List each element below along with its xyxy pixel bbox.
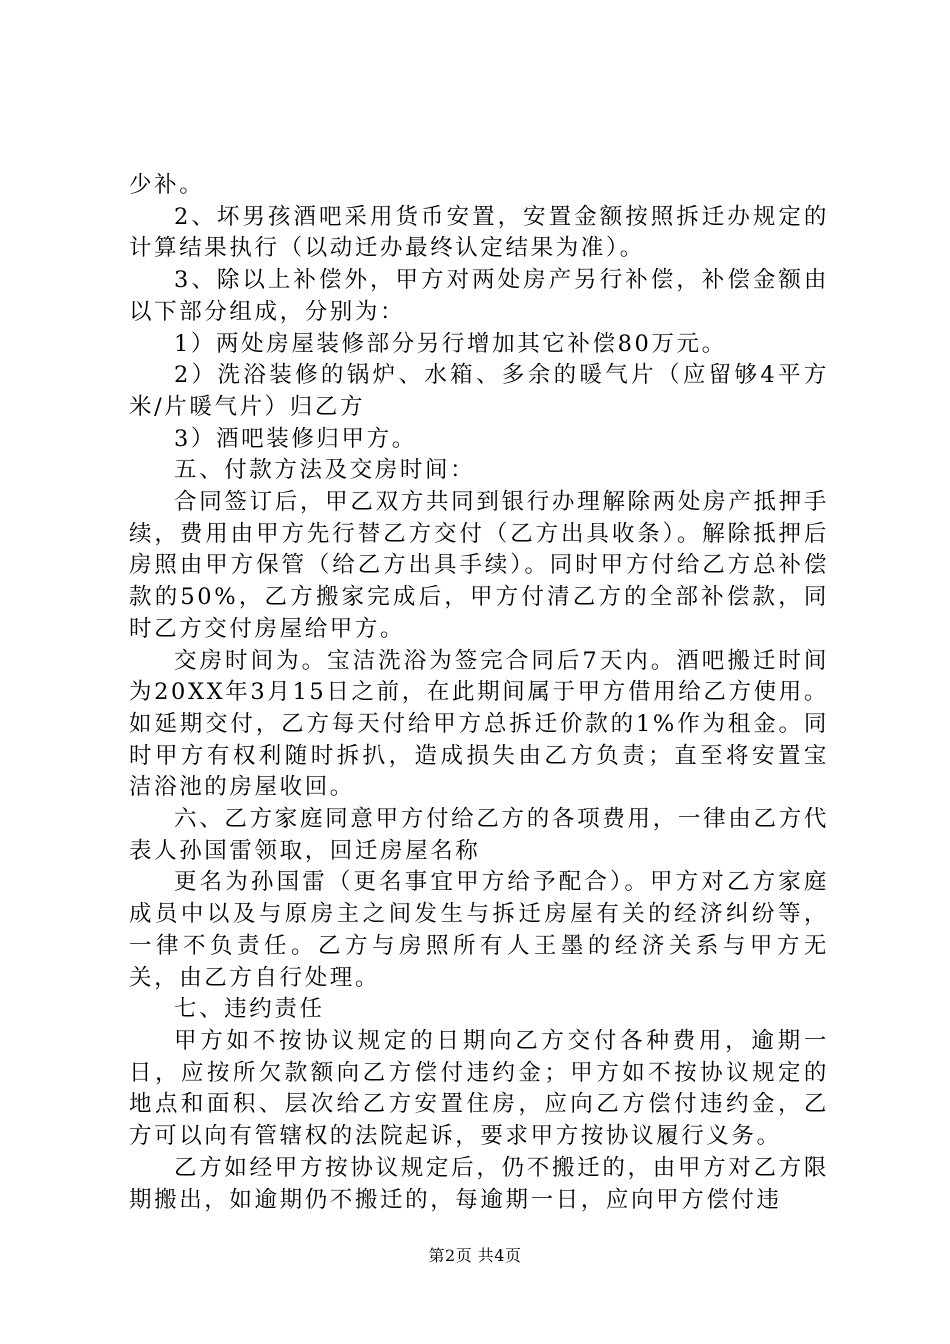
paragraph-13: 甲方如不按协议规定的日期向乙方交付各种费用，逾期一日，应按所欠款额向乙方偿付违约金；甲方如不按协议规定的地点和面积、层次给乙方安置住房，应向乙方偿付违约金，乙方可以向有管辖权的法院起诉，要求甲方按协议履行义务。 xyxy=(129,1027,829,1150)
paragraph-8: 合同签订后，甲乙双方共同到银行办理解除两处房产抵押手续，费用由甲方先行替乙方交付（乙方出具收条）。解除抵押后房照由甲方保管（给乙方出具手续）。同时甲方付给乙方总补偿款的50%，乙方搬家完成后，甲方付清乙方的全部补偿款，同时乙方交付房屋给甲方。 xyxy=(129,489,829,642)
paragraph-4: 1）两处房屋装修部分另行增加其它补偿80万元。 xyxy=(174,330,727,357)
page-number: 第2页 共4页 xyxy=(428,1246,522,1265)
paragraph-3: 3、除以上补偿外，甲方对两处房产另行补偿，补偿金额由以下部分组成，分别为： xyxy=(129,267,829,325)
paragraph-9: 交房时间为。宝洁洗浴为签完合同后7天内。酒吧搬迁时间为20XX年3月15日之前，在此期间属于甲方借用给乙方使用。如延期交付，乙方每天付给甲方总拆迁价款的1%作为租金。同时甲方有权利随时拆扒，造成损失由乙方负责；直至将安置宝洁浴池的房屋收回。 xyxy=(129,647,829,801)
page-footer xyxy=(0,1243,950,1266)
paragraph-1: 少补。 xyxy=(129,172,205,198)
document-body xyxy=(129,170,829,1216)
paragraph-5: 2）洗浴装修的锅炉、水箱、多余的暖气片（应留够4平方米/片暖气片）归乙方 xyxy=(129,362,829,420)
section-heading-family: 六、乙方家庭同意甲方付给乙方的各项费用，一律由乙方代表人孙国雷领取，回迁房屋名称 xyxy=(129,806,829,864)
section-heading-liability: 七、违约责任 xyxy=(174,996,325,1023)
paragraph-11: 更名为孙国雷（更名事宜甲方给予配合）。甲方对乙方家庭成员中以及与原房主之间发生与拆迁房屋有关的经济纠纷等，一律不负责任。乙方与房照所有人王墨的经济关系与甲方无关，由乙方自行处理。 xyxy=(129,869,829,991)
paragraph-6: 3）酒吧装修归甲方。 xyxy=(174,425,417,452)
paragraph-14: 乙方如经甲方按协议规定后，仍不搬迁的，由甲方对乙方限期搬出，如逾期仍不搬迁的，每逾期一日，应向甲方偿付违 xyxy=(129,1154,829,1213)
section-heading-payment: 五、付款方法及交房时间： xyxy=(174,457,476,484)
paragraph-2: 2、坏男孩酒吧采用货币安置，安置金额按照拆迁办规定的计算结果执行（以动迁办最终认定结果为准）。 xyxy=(129,203,829,262)
